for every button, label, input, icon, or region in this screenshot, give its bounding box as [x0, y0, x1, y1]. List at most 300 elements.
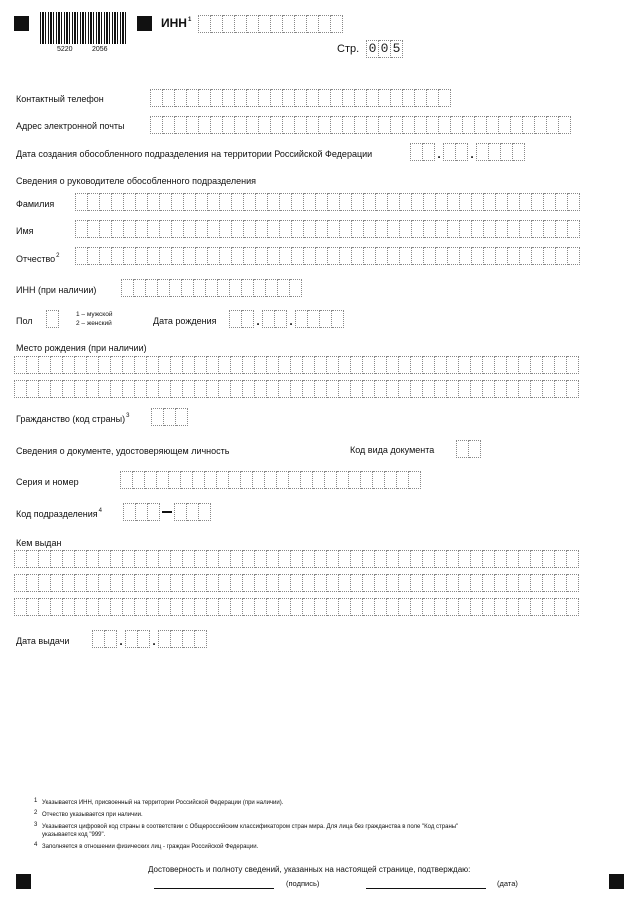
input-cell[interactable] [532, 247, 544, 265]
input-cell[interactable] [174, 503, 187, 521]
input-cell[interactable] [148, 503, 160, 521]
input-cell[interactable] [211, 116, 223, 134]
input-cell[interactable] [195, 598, 207, 616]
input-cell[interactable] [403, 89, 415, 107]
birth-date-cells[interactable] [229, 310, 344, 328]
input-cell[interactable] [496, 193, 508, 211]
input-cell[interactable] [447, 356, 459, 374]
email-cells[interactable] [150, 116, 571, 134]
input-cell[interactable] [289, 471, 301, 489]
input-cell[interactable] [75, 550, 87, 568]
input-cell[interactable] [219, 380, 231, 398]
patronymic-cells[interactable] [75, 247, 580, 265]
input-cell[interactable] [555, 574, 567, 592]
input-cell[interactable] [147, 574, 159, 592]
input-cell[interactable] [206, 279, 218, 297]
input-cell[interactable] [543, 380, 555, 398]
input-cell[interactable] [163, 89, 175, 107]
input-cell[interactable] [87, 598, 99, 616]
input-cell[interactable] [495, 380, 507, 398]
input-cell[interactable] [352, 247, 364, 265]
input-cell[interactable] [187, 89, 199, 107]
input-cell[interactable] [543, 356, 555, 374]
input-cell[interactable] [495, 574, 507, 592]
input-cell[interactable] [135, 380, 147, 398]
input-cell[interactable] [231, 550, 243, 568]
input-cell[interactable] [363, 380, 375, 398]
input-cell[interactable] [211, 89, 223, 107]
input-cell[interactable] [387, 380, 399, 398]
input-cell[interactable] [230, 279, 242, 297]
input-cell[interactable] [136, 503, 148, 521]
input-cell[interactable] [424, 193, 436, 211]
input-cell[interactable] [476, 143, 489, 161]
phone-cells[interactable] [150, 89, 451, 107]
input-cell[interactable] [112, 247, 124, 265]
input-cell[interactable] [111, 550, 123, 568]
input-cell[interactable] [472, 220, 484, 238]
input-cell[interactable] [339, 356, 351, 374]
input-cell[interactable] [391, 89, 403, 107]
input-cell[interactable] [367, 116, 379, 134]
input-cell[interactable] [195, 356, 207, 374]
input-cell[interactable] [135, 356, 147, 374]
input-cell[interactable] [14, 574, 27, 592]
input-cell[interactable] [397, 471, 409, 489]
input-cell[interactable] [315, 598, 327, 616]
input-cell[interactable] [303, 380, 315, 398]
input-cell[interactable] [532, 193, 544, 211]
input-cell[interactable] [447, 380, 459, 398]
input-cell[interactable] [363, 356, 375, 374]
input-cell[interactable] [332, 310, 344, 328]
input-cell[interactable] [387, 598, 399, 616]
input-cell[interactable] [255, 550, 267, 568]
input-cell[interactable] [183, 380, 195, 398]
input-cell[interactable] [316, 247, 328, 265]
input-cell[interactable] [229, 310, 242, 328]
input-cell[interactable] [379, 116, 391, 134]
input-cell[interactable] [147, 380, 159, 398]
input-cell[interactable] [136, 247, 148, 265]
input-cell[interactable] [172, 193, 184, 211]
input-cell[interactable] [92, 630, 105, 648]
input-cell[interactable] [411, 550, 423, 568]
input-cell[interactable] [220, 193, 232, 211]
input-cell[interactable] [157, 471, 169, 489]
input-cell[interactable] [14, 550, 27, 568]
input-cell[interactable] [123, 574, 135, 592]
input-cell[interactable] [387, 574, 399, 592]
input-cell[interactable] [447, 550, 459, 568]
input-cell[interactable] [501, 143, 513, 161]
input-cell[interactable] [148, 247, 160, 265]
input-cell[interactable] [256, 247, 268, 265]
input-cell[interactable] [292, 247, 304, 265]
input-cell[interactable] [135, 550, 147, 568]
input-cell[interactable] [400, 220, 412, 238]
input-cell[interactable] [355, 116, 367, 134]
input-cell[interactable] [556, 247, 568, 265]
input-cell[interactable] [99, 598, 111, 616]
input-cell[interactable] [519, 550, 531, 568]
input-cell[interactable] [231, 574, 243, 592]
input-cell[interactable] [75, 380, 87, 398]
birth-place-cells-row-2[interactable] [14, 380, 579, 398]
input-cell[interactable] [349, 471, 361, 489]
input-cell[interactable] [451, 116, 463, 134]
issued-by-cells-row-3[interactable] [14, 598, 579, 616]
input-cell[interactable] [271, 15, 283, 33]
input-cell[interactable] [435, 598, 447, 616]
input-cell[interactable] [160, 193, 172, 211]
input-cell[interactable] [448, 247, 460, 265]
input-cell[interactable] [327, 598, 339, 616]
input-cell[interactable] [133, 471, 145, 489]
input-cell[interactable] [219, 356, 231, 374]
input-cell[interactable] [99, 356, 111, 374]
input-cell[interactable] [88, 193, 100, 211]
input-cell[interactable] [123, 380, 135, 398]
input-cell[interactable] [351, 380, 363, 398]
input-cell[interactable] [175, 89, 187, 107]
input-cell[interactable] [219, 574, 231, 592]
input-cell[interactable] [255, 574, 267, 592]
input-cell[interactable] [399, 356, 411, 374]
input-cell[interactable] [88, 247, 100, 265]
input-cell[interactable] [460, 220, 472, 238]
input-cell[interactable] [160, 220, 172, 238]
input-cell[interactable] [146, 279, 158, 297]
input-cell[interactable] [171, 356, 183, 374]
input-cell[interactable] [471, 574, 483, 592]
input-cell[interactable] [376, 220, 388, 238]
input-cell[interactable] [328, 193, 340, 211]
input-cell[interactable] [375, 550, 387, 568]
input-cell[interactable] [519, 380, 531, 398]
input-cell[interactable] [123, 598, 135, 616]
input-cell[interactable] [247, 89, 259, 107]
input-cell[interactable] [147, 550, 159, 568]
input-cell[interactable] [331, 89, 343, 107]
sex-cell[interactable] [46, 310, 59, 328]
input-cell[interactable] [75, 574, 87, 592]
input-cell[interactable] [343, 116, 355, 134]
input-cell[interactable] [184, 220, 196, 238]
series-cells[interactable] [120, 471, 421, 489]
input-cell[interactable] [327, 380, 339, 398]
input-cell[interactable] [459, 598, 471, 616]
input-cell[interactable] [351, 598, 363, 616]
input-cell[interactable] [331, 116, 343, 134]
input-cell[interactable] [531, 550, 543, 568]
input-cell[interactable] [151, 408, 164, 426]
input-cell[interactable] [411, 598, 423, 616]
citizenship-cells[interactable] [151, 408, 188, 426]
input-cell[interactable] [291, 574, 303, 592]
input-cell[interactable] [423, 598, 435, 616]
input-cell[interactable] [375, 380, 387, 398]
input-cell[interactable] [469, 440, 481, 458]
input-cell[interactable] [51, 550, 63, 568]
input-cell[interactable] [543, 574, 555, 592]
issued-by-cells-row-1[interactable] [14, 550, 579, 568]
input-cell[interactable] [568, 220, 580, 238]
input-cell[interactable] [235, 116, 247, 134]
input-cell[interactable] [231, 598, 243, 616]
input-cell[interactable] [543, 550, 555, 568]
input-cell[interactable] [351, 550, 363, 568]
input-cell[interactable] [388, 247, 400, 265]
inn-header-cells[interactable] [198, 15, 343, 33]
input-cell[interactable] [183, 550, 195, 568]
input-cell[interactable] [87, 380, 99, 398]
input-cell[interactable] [352, 193, 364, 211]
input-cell[interactable] [243, 380, 255, 398]
input-cell[interactable] [568, 247, 580, 265]
input-cell[interactable] [303, 598, 315, 616]
input-cell[interactable] [176, 408, 188, 426]
input-cell[interactable] [244, 220, 256, 238]
input-cell[interactable] [519, 356, 531, 374]
input-cell[interactable] [315, 550, 327, 568]
input-cell[interactable] [199, 503, 211, 521]
input-cell[interactable] [435, 574, 447, 592]
input-cell[interactable] [423, 356, 435, 374]
input-cell[interactable] [120, 471, 133, 489]
input-cell[interactable] [243, 356, 255, 374]
input-cell[interactable] [63, 380, 75, 398]
input-cell[interactable] [328, 220, 340, 238]
input-cell[interactable] [555, 356, 567, 374]
input-cell[interactable] [265, 471, 277, 489]
input-cell[interactable] [223, 15, 235, 33]
input-cell[interactable] [184, 193, 196, 211]
input-cell[interactable] [471, 356, 483, 374]
input-cell[interactable] [544, 247, 556, 265]
input-cell[interactable] [415, 116, 427, 134]
input-cell[interactable] [303, 356, 315, 374]
input-cell[interactable] [198, 15, 211, 33]
input-cell[interactable] [63, 574, 75, 592]
input-cell[interactable] [181, 471, 193, 489]
input-cell[interactable] [531, 380, 543, 398]
input-cell[interactable] [327, 574, 339, 592]
input-cell[interactable] [279, 574, 291, 592]
input-cell[interactable] [195, 380, 207, 398]
input-cell[interactable] [325, 471, 337, 489]
input-cell[interactable] [291, 356, 303, 374]
input-cell[interactable] [187, 116, 199, 134]
input-cell[interactable] [508, 247, 520, 265]
input-cell[interactable] [219, 598, 231, 616]
input-cell[interactable] [511, 116, 523, 134]
input-cell[interactable] [229, 471, 241, 489]
input-cell[interactable] [169, 471, 181, 489]
input-cell[interactable] [459, 550, 471, 568]
input-cell[interactable] [147, 356, 159, 374]
input-cell[interactable] [484, 193, 496, 211]
input-cell[interactable] [507, 598, 519, 616]
issue-date-cells[interactable] [92, 630, 207, 648]
input-cell[interactable] [471, 598, 483, 616]
input-cell[interactable] [150, 116, 163, 134]
input-cell[interactable] [411, 380, 423, 398]
input-cell[interactable] [447, 598, 459, 616]
input-cell[interactable] [39, 356, 51, 374]
input-cell[interactable] [567, 380, 579, 398]
input-cell[interactable] [267, 356, 279, 374]
input-cell[interactable] [39, 380, 51, 398]
input-cell[interactable] [112, 193, 124, 211]
input-cell[interactable] [447, 574, 459, 592]
input-cell[interactable] [363, 574, 375, 592]
input-cell[interactable] [243, 598, 255, 616]
input-cell[interactable] [543, 598, 555, 616]
input-cell[interactable] [27, 574, 39, 592]
input-cell[interactable] [412, 220, 424, 238]
input-cell[interactable] [375, 356, 387, 374]
input-cell[interactable] [75, 193, 88, 211]
input-cell[interactable] [435, 550, 447, 568]
input-cell[interactable] [459, 356, 471, 374]
input-cell[interactable] [205, 471, 217, 489]
input-cell[interactable] [207, 574, 219, 592]
input-cell[interactable] [207, 380, 219, 398]
input-cell[interactable] [283, 89, 295, 107]
input-cell[interactable] [535, 116, 547, 134]
input-cell[interactable] [304, 220, 316, 238]
input-cell[interactable] [435, 380, 447, 398]
input-cell[interactable] [436, 193, 448, 211]
input-cell[interactable] [399, 550, 411, 568]
input-cell[interactable] [111, 356, 123, 374]
input-cell[interactable] [400, 247, 412, 265]
input-cell[interactable] [207, 356, 219, 374]
input-cell[interactable] [472, 247, 484, 265]
dept-code-cells[interactable] [123, 503, 211, 521]
input-cell[interactable] [320, 310, 332, 328]
input-cell[interactable] [456, 143, 468, 161]
input-cell[interactable] [253, 471, 265, 489]
input-cell[interactable] [520, 220, 532, 238]
input-cell[interactable] [183, 630, 195, 648]
input-cell[interactable] [507, 380, 519, 398]
birth-place-cells-row-1[interactable] [14, 356, 579, 374]
input-cell[interactable] [364, 247, 376, 265]
input-cell[interactable] [399, 598, 411, 616]
input-cell[interactable] [291, 380, 303, 398]
input-cell[interactable] [339, 550, 351, 568]
input-cell[interactable] [136, 220, 148, 238]
input-cell[interactable] [351, 574, 363, 592]
input-cell[interactable] [308, 310, 320, 328]
input-cell[interactable] [242, 279, 254, 297]
input-cell[interactable] [387, 550, 399, 568]
input-cell[interactable] [271, 116, 283, 134]
input-cell[interactable] [183, 574, 195, 592]
input-cell[interactable] [361, 471, 373, 489]
input-cell[interactable] [283, 116, 295, 134]
input-cell[interactable] [208, 220, 220, 238]
input-cell[interactable] [531, 356, 543, 374]
input-cell[interactable] [415, 89, 427, 107]
input-cell[interactable] [280, 220, 292, 238]
input-cell[interactable] [507, 550, 519, 568]
input-cell[interactable] [171, 380, 183, 398]
input-cell[interactable] [63, 550, 75, 568]
input-cell[interactable] [555, 550, 567, 568]
input-cell[interactable] [135, 574, 147, 592]
input-cell[interactable] [14, 598, 27, 616]
input-cell[interactable] [220, 220, 232, 238]
input-cell[interactable] [244, 247, 256, 265]
input-cell[interactable] [303, 574, 315, 592]
input-cell[interactable] [124, 193, 136, 211]
input-cell[interactable] [290, 279, 302, 297]
input-cell[interactable] [313, 471, 325, 489]
input-cell[interactable] [385, 471, 397, 489]
input-cell[interactable] [14, 380, 27, 398]
input-cell[interactable] [182, 279, 194, 297]
input-cell[interactable] [403, 116, 415, 134]
input-cell[interactable] [520, 247, 532, 265]
input-cell[interactable] [508, 193, 520, 211]
input-cell[interactable] [235, 89, 247, 107]
input-cell[interactable] [268, 193, 280, 211]
input-cell[interactable] [136, 193, 148, 211]
input-cell[interactable] [220, 247, 232, 265]
input-cell[interactable] [231, 356, 243, 374]
name-cells[interactable] [75, 220, 580, 238]
input-cell[interactable] [387, 356, 399, 374]
input-cell[interactable] [367, 89, 379, 107]
input-cell[interactable] [487, 116, 499, 134]
input-cell[interactable] [343, 89, 355, 107]
input-cell[interactable] [232, 247, 244, 265]
input-cell[interactable] [364, 193, 376, 211]
input-cell[interactable] [495, 356, 507, 374]
input-cell[interactable] [39, 598, 51, 616]
input-cell[interactable] [158, 279, 170, 297]
input-cell[interactable] [63, 356, 75, 374]
input-cell[interactable] [207, 550, 219, 568]
input-cell[interactable] [199, 89, 211, 107]
input-cell[interactable] [75, 247, 88, 265]
input-cell[interactable] [159, 380, 171, 398]
input-cell[interactable] [483, 574, 495, 592]
input-cell[interactable] [436, 247, 448, 265]
input-cell[interactable] [295, 89, 307, 107]
input-cell[interactable] [295, 116, 307, 134]
input-cell[interactable] [303, 550, 315, 568]
input-cell[interactable] [388, 220, 400, 238]
input-cell[interactable] [199, 116, 211, 134]
input-cell[interactable] [331, 15, 343, 33]
input-cell[interactable] [99, 574, 111, 592]
input-cell[interactable] [291, 598, 303, 616]
input-cell[interactable] [363, 598, 375, 616]
input-cell[interactable] [559, 116, 571, 134]
input-cell[interactable] [183, 598, 195, 616]
input-cell[interactable] [268, 220, 280, 238]
input-cell[interactable] [399, 380, 411, 398]
input-cell[interactable] [471, 380, 483, 398]
input-cell[interactable] [456, 440, 469, 458]
input-cell[interactable] [399, 574, 411, 592]
input-cell[interactable] [171, 598, 183, 616]
input-cell[interactable] [196, 220, 208, 238]
